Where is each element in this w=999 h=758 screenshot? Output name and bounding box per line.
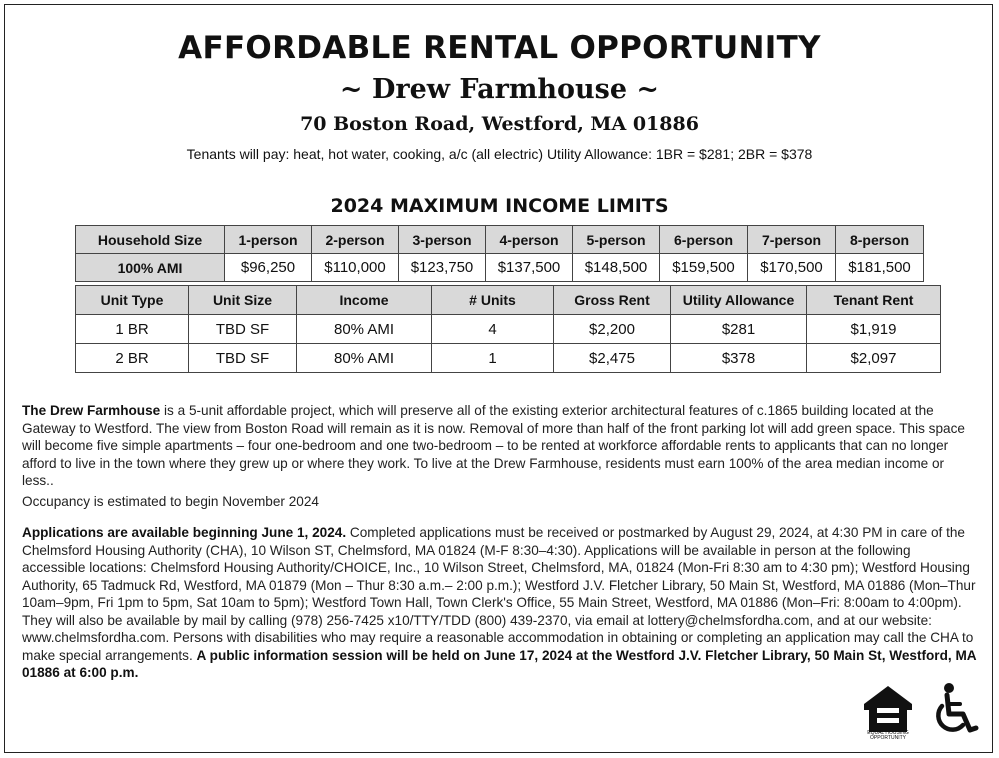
ami-value: $123,750 [399,254,486,282]
property-address: 70 Boston Road, Westford, MA 01886 [300,113,699,135]
unit-rent-table [75,285,941,373]
unit-count-header: # Units [432,286,554,315]
property-name: ~ Drew Farmhouse ~ [339,74,660,105]
gross-rent: $2,475 [554,344,671,373]
project-description [22,402,977,490]
income: 80% AMI [297,315,432,344]
household-size-header: Household Size [76,226,225,254]
gross-rent: $2,200 [554,315,671,344]
unit-count: 4 [432,315,554,344]
income-limits-table [75,225,924,282]
equal-housing-opportunity-icon [862,684,914,736]
unit-header-row [76,286,941,315]
description-lead: The Drew Farmhouse [22,403,161,418]
table-row [76,344,941,373]
unit-type: 1 BR [76,315,189,344]
unit-size: TBD SF [189,315,297,344]
table-row [76,315,941,344]
ami-value: $159,500 [660,254,748,282]
ami-row [76,254,924,282]
income-limits-title: 2024 MAXIMUM INCOME LIMITS [330,195,669,217]
tenant-rent: $2,097 [807,344,941,373]
utility-note: Tenants will pay: heat, hot water, cooking, a/c (all electric) Utility Allowance: 1BR = $281; 2BR = $378 [186,146,813,162]
ami-label: 100% AMI [76,254,225,282]
utility-allowance-header: Utility Allowance [671,286,807,315]
size-header: 6-person [660,226,748,254]
size-header: 4-person [486,226,573,254]
gross-rent-header: Gross Rent [554,286,671,315]
tenant-rent: $1,919 [807,315,941,344]
size-header: 8-person [836,226,924,254]
ami-value: $181,500 [836,254,924,282]
equal-housing-text: EQUAL HOUSING OPPORTUNITY [867,730,909,741]
page-title: AFFORDABLE RENTAL OPPORTUNITY [178,30,821,66]
utility-allowance: $378 [671,344,807,373]
ami-value: $137,500 [486,254,573,282]
info-session: A public information session will be held on June 17, 2024 at the Westford J.V. Fletcher Library, 50 Main St, Westford, MA 01886 at 6:00 p.m. [22,647,977,680]
income-header: Income [297,286,432,315]
unit-count: 1 [432,344,554,373]
size-header: 1-person [225,226,312,254]
size-header: 2-person [312,226,399,254]
unit-size-header: Unit Size [189,286,297,315]
application-info [22,524,977,682]
size-header: 5-person [573,226,660,254]
occupancy-note: Occupancy is estimated to begin November 2024 [22,494,319,509]
income: 80% AMI [297,344,432,373]
applications-lead: Applications are available beginning June 1, 2024. [22,525,347,540]
ami-value: $110,000 [312,254,399,282]
ami-value: $170,500 [748,254,836,282]
wheelchair-icon [930,682,980,738]
tenant-rent-header: Tenant Rent [807,286,941,315]
unit-type-header: Unit Type [76,286,189,315]
ami-value: $148,500 [573,254,660,282]
unit-type: 2 BR [76,344,189,373]
household-size-row [76,226,924,254]
size-header: 7-person [748,226,836,254]
utility-allowance: $281 [671,315,807,344]
size-header: 3-person [399,226,486,254]
unit-size: TBD SF [189,344,297,373]
description-body: is a 5-unit affordable project, which will preserve all of the existing exterior architectural features of c.1865 building located at the Gateway to Westford. The view from Boston Road will remain as it is now. Removal of more than half of the front parking lot will add green space. This space will become five simple apartments – four one-bedroom and one two-bedroom – to be rented at workforce affordable rents to applicants that can no longer afford to live in the town where they grew up or where they work. To live at the Drew Farmhouse, residents must earn 100% of the area median income or less.. [22,403,965,488]
ami-value: $96,250 [225,254,312,282]
applications-body: Completed applications must be received or postmarked by August 29, 2024, at 4:30 PM in care of the Chelmsford Housing Authority (CHA), 10 Wilson ST, Chelmsford, MA 01824 (M-F 8:30–4:30). Applications will be available in person at the following accessible locations: Chelmsford Housing Authority/CHOICE, Inc., 10 Wilson Street, Chelmsford, MA, 01824 (Mon-Fri 8:30 am to 4:30 pm); Westford Housing Authority, 65 Tadmuck Rd, Westford, MA 01879 (Mon – Thur 8:30 a.m.– 2:00 p.m.); Westford J.V. Fletcher Library, 50 Main St, Westford, MA 01886 (Mon–Thur 10am–9pm, Fri 1pm to 5pm, Sat 10am to 5pm); Westford Town Hall, Town Clerk's Office, 55 Main Street, Westford, MA 01886 (Mon–Fri: 8:00am to 4:00pm). They will also be available by mail by calling (978) 256-7425 x10/TTY/TDD (800) 439-2370, via email at lottery@chelmsfordha.com, and at our website: www.chelmsfordha.com. Persons with disabilities who may require a reasonable accommodation in obtaining or completing an application may call the CHA to make special arrangements. [22,525,976,663]
